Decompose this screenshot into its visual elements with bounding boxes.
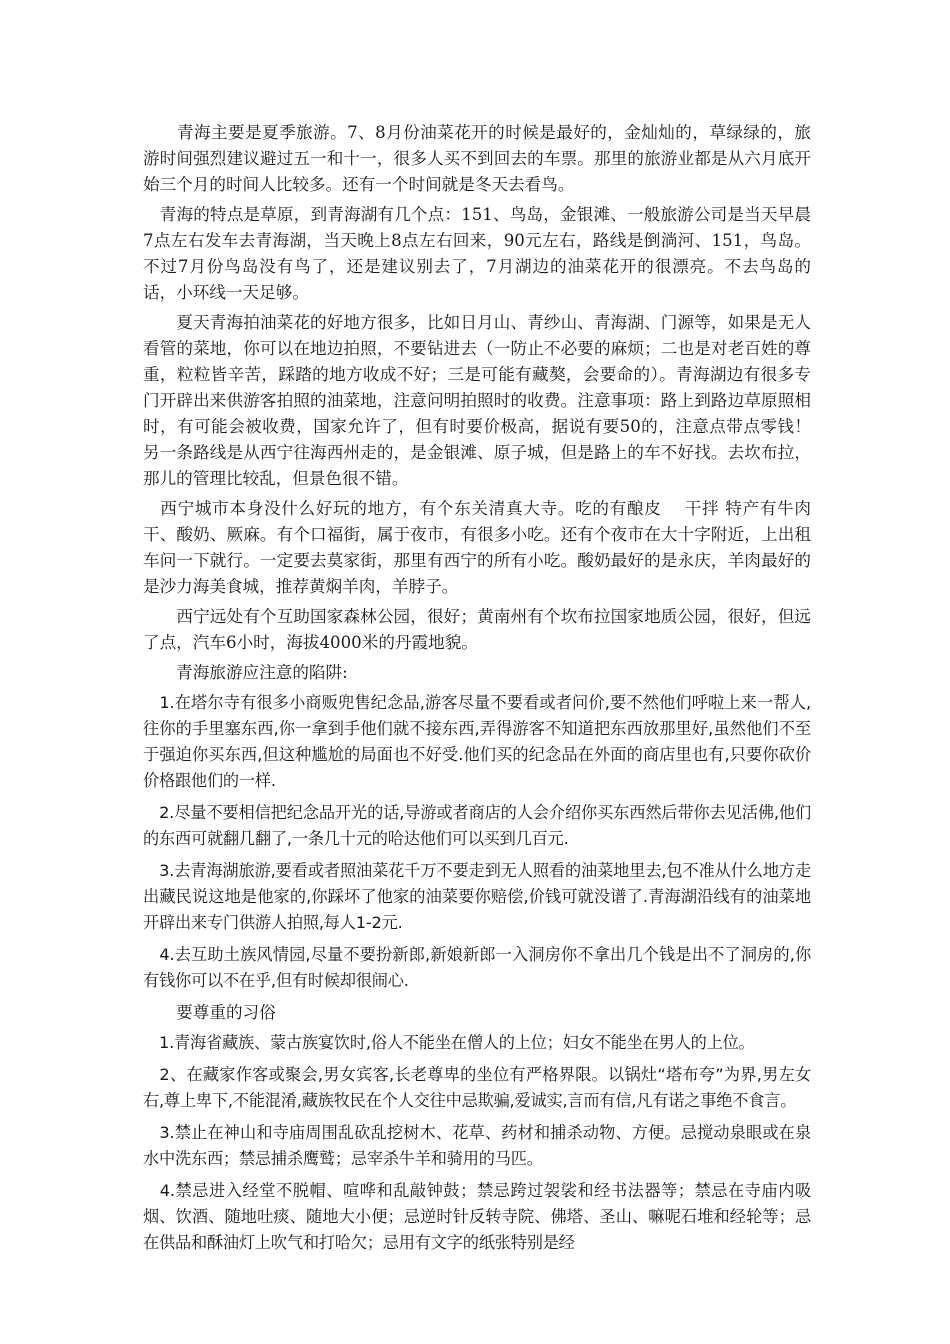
trap-item-3: 3.去青海湖旅游,要看或者照油菜花千万不要走到无人照看的油菜地里去,包不准从什么地方走出藏民说这地是他家的,你踩坏了他家的油菜要你赔偿,价钱可就没谱了.青海湖沿线有的油菜地开辟出来专门供游人拍照,每人1-2元. [143,861,811,932]
custom-item-2: 2、在藏家作客或聚会,男女宾客,长老尊卑的坐位有严格界限。以锅灶“塔布夸”为界,男左女右,尊上卑下,不能混淆,藏族牧民在个人交往中忌欺骗,爱诚实,言而有信,凡有诺之事绝不食言。 [143,1065,811,1110]
paragraph-parks: 西宁远处有个互助国家森林公园，很好；黄南州有个坎布拉国家地质公园，很好，但远了点，汽车6小时，海拔4000米的丹霞地貌。 [143,607,811,652]
custom-item-1: 1.青海省藏族、蒙古族宴饮时,俗人不能坐在僧人的上位；妇女不能坐在男人的上位。 [143,1033,755,1052]
trap-item-1: 1.在塔尔寺有很多小商贩兜售纪念品,游客尽量不要看或者问价,要不然他们呼啦上来一帮人,往你的手里塞东西,你一拿到手他们就不接东西,弄得游客不知道把东西放那里好,虽然他们不至于强迫你买东西,但这种尴尬的局面也不好受.他们买的纪念品在外面的商店里也有,只要你砍价价格跟他们的一样. [143,693,811,790]
document-body [143,120,811,1262]
custom-item-3: 3.禁止在神山和寺庙周围乱砍乱挖树木、花草、药材和捕杀动物、方便。忌搅动泉眼或在泉水中洗东西；禁忌捕杀鹰鹫；忌宰杀牛羊和骑用的马匹。 [143,1123,811,1168]
section-heading-traps: 青海旅游应注意的陷阱: [143,663,348,682]
custom-item-4: 4.禁忌进入经堂不脱帽、喧哗和乱敲钟鼓；禁忌跨过袈裟和经书法器等；禁忌在寺庙内吸烟、饮酒、随地吐痰、随地大小便；忌逆时针反转寺院、佛塔、圣山、嘛呢石堆和经轮等；忌在供品和酥油灯上吹气和打哈欠；忌用有文字的纸张特别是经 [143,1181,811,1252]
trap-item-4: 4.去互助土族风情园,尽量不要扮新郎,新娘新郎一入洞房你不拿出几个钱是出不了洞房的,你有钱你可以不在乎,但有时候却很闹心. [143,945,811,990]
paragraph-summer-travel: 青海主要是夏季旅游。7、8月份油菜花开的时候是最好的，金灿灿的，草绿绿的，旅游时间强烈建议避过五一和十一，很多人买不到回去的车票。那里的旅游业都是从六月底开始三个月的时间人比较多。还有一个时间就是冬天去看鸟。 [143,123,811,194]
paragraph-rapeseed-photo-spots: 夏天青海拍油菜花的好地方很多，比如日月山、青纱山、青海湖、门源等，如果是无人看管的菜地，你可以在地边拍照，不要钻进去（一防止不必要的麻烦；二也是对老百姓的尊重，粒粒皆辛苦，踩踏的地方收成不好；三是可能有藏獒，会要命的）。青海湖边有很多专门开辟出来供游客拍照的油菜地，注意问明拍照时的收费。注意事项：路上到路边草原照相时，有可能会被收费，国家允许了，但有时要价极高，据说有要50的，注意点带点零钱！另一条路线是从西宁往海西州走的，是金银滩、原子城，但是路上的车不好找。去坎布拉，那儿的管理比较乱，但景色很不错。 [143,313,811,488]
paragraph-grassland-qinghai-lake: 青海的特点是草原，到青海湖有几个点：151、鸟岛，金银滩、一般旅游公司是当天早晨7点左右发车去青海湖，当天晚上8点左右回来，90元左右，路线是倒淌河、151，鸟岛。不过7月份鸟岛没有鸟了，还是建议别去了，7月湖边的油菜花开的很漂亮。不去鸟岛的话，小环线一天足够。 [143,205,811,302]
section-heading-customs: 要尊重的习俗 [143,1003,276,1022]
paragraph-xining-city: 西宁城市本身没什么好玩的地方，有个东关清真大寺。吃的有酿皮 干拌 特产有牛肉干、酸奶、厥麻。有个口福街，属于夜市，有很多小吃。还有个夜市在大十字附近，上出租车问一下就行。一定要去莫家街，那里有西宁的所有小吃。酸奶最好的是永庆，羊肉最好的是沙力海美食城，推荐黄焖羊肉，羊脖子。 [143,499,811,596]
trap-item-2: 2.尽量不要相信把纪念品开光的话,导游或者商店的人会介绍你买东西然后带你去见活佛,他们的东西可就翻几翻了,一条几十元的哈达他们可以买到几百元. [143,803,811,848]
